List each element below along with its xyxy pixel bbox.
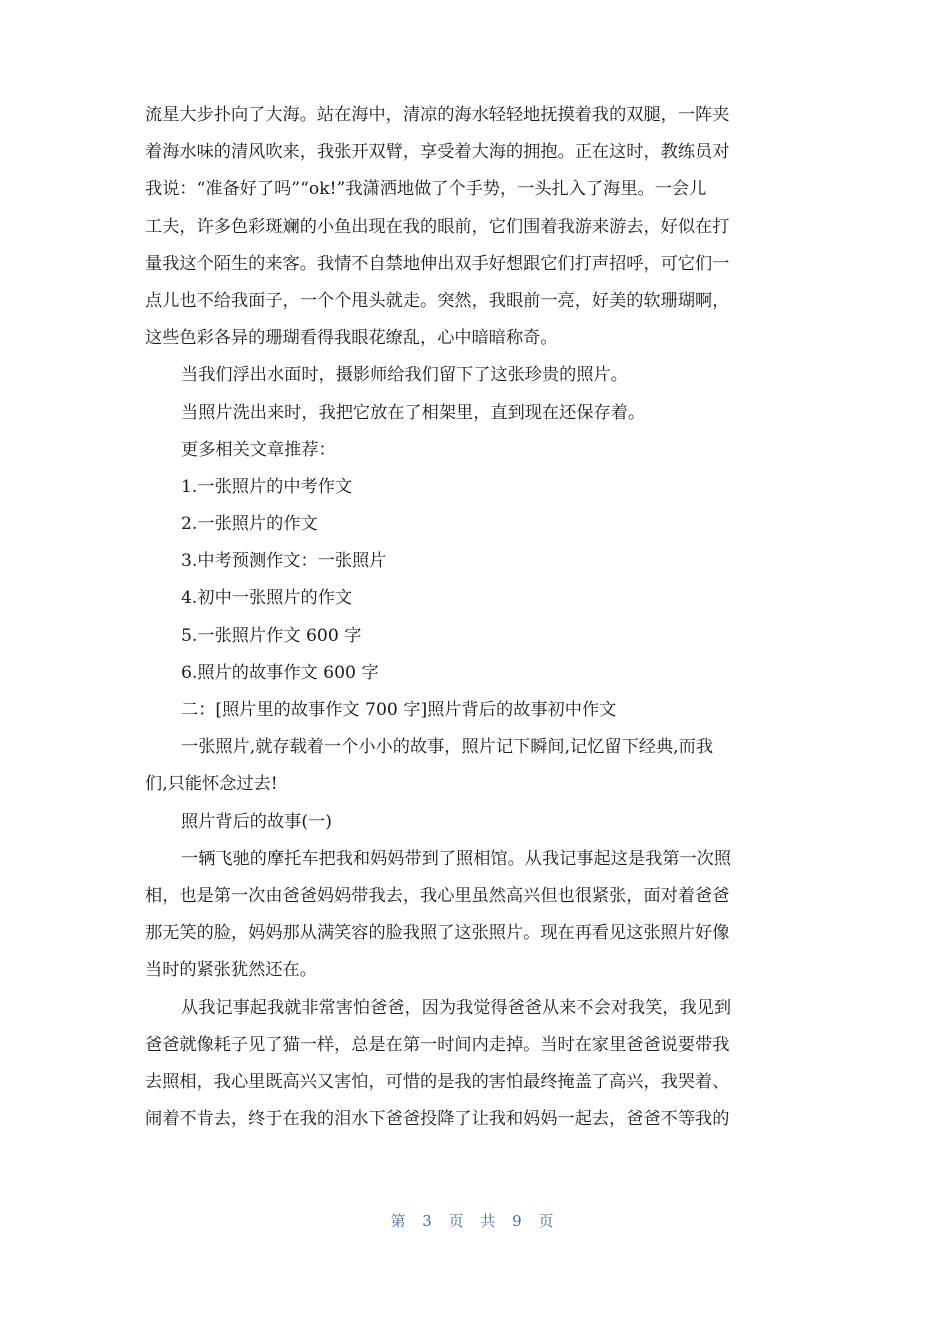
text-line: 们,只能怀念过去! [145,774,278,795]
text-line: 工夫，许多色彩斑斓的小鱼出现在我的眼前，它们围着我游来游去，好似在打 [145,216,730,237]
page-number-footer: 第 3 页 共 9 页 [390,1212,560,1230]
recommend-list [145,469,805,692]
text-line: 着海水味的清风吹来，我张开双臂，享受着大海的拥抱。正在这时，教练员对 [145,142,730,163]
paragraph-2: 当我们浮出水面时，摄影师给我们留下了这张珍贵的照片。 [181,365,628,386]
text-line: 一辆飞驰的摩托车把我和妈妈带到了照相馆。从我记事起这是我第一次照 [181,848,732,869]
text-line: 量我这个陌生的来客。我情不自禁地伸出双手好想跟它们打声招呼，可它们一 [145,253,730,274]
paragraph-1 [145,97,805,357]
section-2-title: 二：[照片里的故事作文 700 字]照片背后的故事初中作文 [181,700,617,720]
text-line: 这些色彩各异的珊瑚看得我眼花缭乱，心中暗暗称奇。 [145,328,558,349]
paragraph-5 [145,990,805,1139]
text-line: 去照相，我心里既高兴又害怕，可惜的是我的害怕最终掩盖了高兴，我哭着、 [145,1071,730,1092]
text-line: 点儿也不给我面子，一个个甩头就走。突然，我眼前一亮，好美的软珊瑚啊， [145,290,730,311]
subheading: 照片背后的故事(一) [181,811,332,832]
paragraph-4 [145,841,805,990]
recommend-list-item[interactable]: 3.中考预测作文：一张照片 [181,551,387,572]
document-body [145,97,805,1138]
recommend-list-item[interactable]: 1.一张照片的中考作文 [181,476,353,497]
text-line: 爸爸就像耗子见了猫一样，总是在第一时间内走掉。当时在家里爸爸说要带我 [145,1034,730,1055]
recommend-list-item[interactable]: 4.初中一张照片的作文 [181,588,353,609]
recommend-list-item[interactable]: 6.照片的故事作文 600 字 [181,662,379,683]
text-line: 流星大步扑向了大海。站在海中，清凉的海水轻轻地抚摸着我的双腿，一阵夹 [145,105,730,125]
text-line: 闹着不肯去，终于在我的泪水下爸爸投降了让我和妈妈一起去，爸爸不等我的 [145,1109,730,1130]
recommend-list-item[interactable]: 5.一张照片作文 600 字 [181,625,362,646]
text-line: 相，也是第一次由爸爸妈妈带我去，我心里虽然高兴但也很紧张，面对着爸爸 [145,885,730,906]
text-line: 一张照片,就存载着一个小小的故事，照片记下瞬间,记忆留下经典,而我 [181,737,714,758]
intro-paragraph [145,729,805,803]
text-line: 那无笑的脸，妈妈那从满笑容的脸我照了这张照片。现在再看见这张照片好像 [145,923,730,944]
text-line: 当时的紧张犹然还在。 [145,960,317,981]
text-line: 我说：“准备好了吗”“ok!”我潇洒地做了个手势，一头扎入了海里。一会儿 [145,179,707,200]
recommend-list-item[interactable]: 2.一张照片的作文 [181,514,318,535]
text-line: 从我记事起我就非常害怕爸爸，因为我觉得爸爸从来不会对我笑，我见到 [181,997,732,1018]
recommend-heading: 更多相关文章推荐： [181,439,336,460]
paragraph-3: 当照片洗出来时，我把它放在了相架里，直到现在还保存着。 [181,402,646,423]
